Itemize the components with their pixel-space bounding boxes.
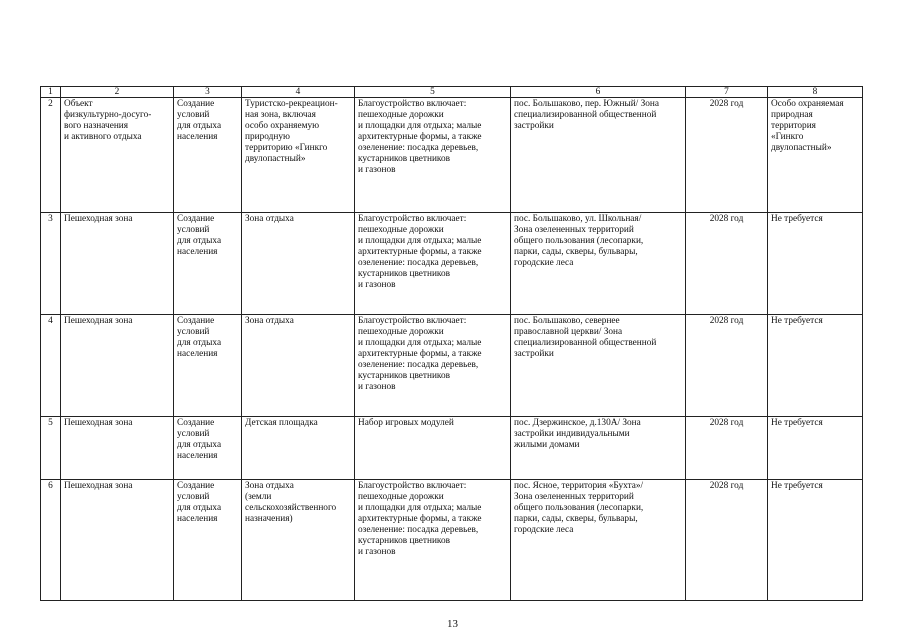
cell-line: пос. Большаково, ул. Школьная/	[514, 214, 642, 224]
cell-line: парки, сады, скверы, бульвары,	[514, 247, 638, 257]
improvement-cell	[355, 315, 511, 417]
cell-line: парки, сады, скверы, бульвары,	[514, 514, 638, 524]
cell-line: кустарников цветников	[358, 154, 451, 164]
cell-line: Детская площадка	[245, 418, 318, 428]
cell-line: пос. Большаково, пер. Южный/ Зона	[514, 99, 659, 109]
cell-line: Благоустройство включает:	[358, 99, 467, 109]
cell-line: озеленение: посадка деревьев,	[358, 258, 479, 268]
cell-line: и газонов	[358, 165, 396, 175]
cell-line: архитектурные формы, а также	[358, 247, 482, 257]
cell-line: «Гинкго	[771, 132, 804, 142]
cell-line: пос. Большаково, севернее	[514, 316, 620, 326]
note-cell	[768, 417, 863, 480]
column-number-5: 5	[355, 87, 511, 98]
location-cell	[511, 213, 686, 315]
cell-line: Благоустройство включает:	[358, 214, 467, 224]
cell-line: и газонов	[358, 547, 396, 557]
cell-line: и площадки для отдыха; малые	[358, 236, 482, 246]
cell-line: Благоустройство включает:	[358, 316, 467, 326]
cell-line: 2028 год	[709, 481, 744, 491]
purpose-cell	[174, 98, 242, 213]
column-number-6: 6	[511, 87, 686, 98]
cell-line: застройки индивидуальными	[514, 429, 630, 439]
cell-line: для отдыха	[177, 338, 222, 348]
cell-line: двулопастный»	[771, 143, 832, 153]
cell-line: особо охраняемую	[245, 121, 320, 131]
column-number-2: 2	[61, 87, 174, 98]
cell-line: физкультурно-досуго-	[64, 110, 152, 120]
cell-line: Набор игровых модулей	[358, 418, 454, 428]
cell-line: пос. Дзержинское, д.130А/ Зона	[514, 418, 641, 428]
column-number-8: 8	[768, 87, 863, 98]
cell-line: населения	[177, 247, 218, 257]
table-row	[41, 213, 863, 315]
column-number-4: 4	[242, 87, 355, 98]
table-row	[41, 315, 863, 417]
purpose-cell	[174, 417, 242, 480]
note-cell	[768, 480, 863, 601]
cell-line: Создание	[177, 481, 215, 491]
cell-line: и площадки для отдыха; малые	[358, 503, 482, 513]
year-cell	[686, 480, 768, 601]
cell-line: пешеходные дорожки	[358, 327, 444, 337]
cell-line: Особо охраняемая	[771, 99, 844, 109]
location-cell	[511, 315, 686, 417]
cell-line: городские леса	[514, 258, 574, 268]
cell-line: и активного отдыха	[64, 132, 142, 142]
cell-line: православной церкви/ Зона	[514, 327, 623, 337]
cell-line: Зона отдыха	[245, 481, 294, 491]
cell-line: жилыми домами	[514, 440, 580, 450]
object-cell	[61, 417, 174, 480]
cell-line: Не требуется	[771, 481, 823, 491]
cell-line: Пешеходная зона	[64, 316, 133, 326]
row-number-cell: 2	[41, 98, 61, 213]
cell-line: пешеходные дорожки	[358, 225, 444, 235]
purpose-cell	[174, 315, 242, 417]
cell-line: Создание	[177, 214, 215, 224]
zone-type-cell	[242, 315, 355, 417]
cell-line: природную	[245, 132, 290, 142]
column-number-1: 1	[41, 87, 61, 98]
row-number-cell: 5	[41, 417, 61, 480]
cell-line: сельскохозяйственного	[245, 503, 337, 513]
cell-line: архитектурные формы, а также	[358, 514, 482, 524]
table-row	[41, 480, 863, 601]
purpose-cell	[174, 213, 242, 315]
table-row	[41, 98, 863, 213]
cell-line: 2028 год	[709, 99, 744, 109]
cell-line: вого назначения	[64, 121, 129, 131]
cell-line: специализированной общественной	[514, 338, 657, 348]
zone-type-cell	[242, 480, 355, 601]
cell-line: населения	[177, 132, 218, 142]
cell-line: архитектурные формы, а также	[358, 349, 482, 359]
location-cell	[511, 480, 686, 601]
improvement-cell	[355, 417, 511, 480]
cell-line: назначения)	[245, 514, 293, 524]
cell-line: специализированной общественной	[514, 110, 657, 120]
year-cell	[686, 417, 768, 480]
column-number-3: 3	[174, 87, 242, 98]
cell-line: Зона отдыха	[245, 316, 294, 326]
cell-line: застройки	[514, 121, 554, 131]
cell-line: 2028 год	[709, 418, 744, 428]
cell-line: архитектурные формы, а также	[358, 132, 482, 142]
improvement-cell	[355, 480, 511, 601]
improvement-cell	[355, 213, 511, 315]
year-cell	[686, 98, 768, 213]
cell-line: (земли	[245, 492, 272, 502]
object-cell	[61, 98, 174, 213]
cell-line: пешеходные дорожки	[358, 110, 444, 120]
cell-line: для отдыха	[177, 121, 222, 131]
cell-line: и газонов	[358, 280, 396, 290]
cell-line: кустарников цветников	[358, 269, 451, 279]
cell-line: кустарников цветников	[358, 371, 451, 381]
column-number-7: 7	[686, 87, 768, 98]
cell-line: Зона озелененных территорий	[514, 492, 634, 502]
cell-line: общего пользования (лесопарки,	[514, 236, 644, 246]
note-cell	[768, 98, 863, 213]
cell-line: Создание	[177, 418, 215, 428]
cell-line: и площадки для отдыха; малые	[358, 338, 482, 348]
year-cell	[686, 213, 768, 315]
cell-line: Зона озелененных территорий	[514, 225, 634, 235]
cell-line: населения	[177, 451, 218, 461]
cell-line: и газонов	[358, 382, 396, 392]
zone-type-cell	[242, 98, 355, 213]
cell-line: Объект	[64, 99, 93, 109]
cell-line: условий	[177, 225, 210, 235]
object-cell	[61, 315, 174, 417]
cell-line: Туристско-рекреацион-	[245, 99, 338, 109]
cell-line: Благоустройство включает:	[358, 481, 467, 491]
cell-line: для отдыха	[177, 440, 222, 450]
cell-line: ная зона, включая	[245, 110, 316, 120]
row-number-cell: 3	[41, 213, 61, 315]
object-cell	[61, 480, 174, 601]
note-cell	[768, 315, 863, 417]
cell-line: Пешеходная зона	[64, 418, 133, 428]
object-cell	[61, 213, 174, 315]
cell-line: Пешеходная зона	[64, 214, 133, 224]
cell-line: городские леса	[514, 525, 574, 535]
cell-line: для отдыха	[177, 503, 222, 513]
cell-line: населения	[177, 349, 218, 359]
cell-line: озеленение: посадка деревьев,	[358, 143, 479, 153]
cell-line: Создание	[177, 316, 215, 326]
cell-line: пос. Ясное, территория «Бухта»/	[514, 481, 644, 491]
cell-line: Не требуется	[771, 316, 823, 326]
location-cell	[511, 98, 686, 213]
cell-line: кустарников цветников	[358, 536, 451, 546]
cell-line: общего пользования (лесопарки,	[514, 503, 644, 513]
cell-line: озеленение: посадка деревьев,	[358, 360, 479, 370]
zone-type-cell	[242, 213, 355, 315]
objects-table	[40, 86, 863, 601]
cell-line: для отдыха	[177, 236, 222, 246]
table-row	[41, 417, 863, 480]
cell-line: условий	[177, 110, 210, 120]
cell-line: условий	[177, 492, 210, 502]
column-number-row	[41, 87, 863, 98]
cell-line: Пешеходная зона	[64, 481, 133, 491]
cell-line: территория	[771, 121, 816, 131]
location-cell	[511, 417, 686, 480]
improvement-cell	[355, 98, 511, 213]
cell-line: природная	[771, 110, 813, 120]
cell-line: 2028 год	[709, 214, 744, 224]
cell-line: двулопастный»	[245, 154, 306, 164]
cell-line: застройки	[514, 349, 554, 359]
purpose-cell	[174, 480, 242, 601]
cell-line: территорию «Гинкго	[245, 143, 328, 153]
cell-line: условий	[177, 327, 210, 337]
year-cell	[686, 315, 768, 417]
cell-line: 2028 год	[709, 316, 744, 326]
cell-line: Зона отдыха	[245, 214, 294, 224]
page-number: 13	[447, 618, 458, 630]
cell-line: условий	[177, 429, 210, 439]
cell-line: Не требуется	[771, 214, 823, 224]
cell-line: Создание	[177, 99, 215, 109]
note-cell	[768, 213, 863, 315]
row-number-cell: 6	[41, 480, 61, 601]
cell-line: Не требуется	[771, 418, 823, 428]
cell-line: пешеходные дорожки	[358, 492, 444, 502]
zone-type-cell	[242, 417, 355, 480]
cell-line: населения	[177, 514, 218, 524]
row-number-cell: 4	[41, 315, 61, 417]
cell-line: озеленение: посадка деревьев,	[358, 525, 479, 535]
cell-line: и площадки для отдыха; малые	[358, 121, 482, 131]
